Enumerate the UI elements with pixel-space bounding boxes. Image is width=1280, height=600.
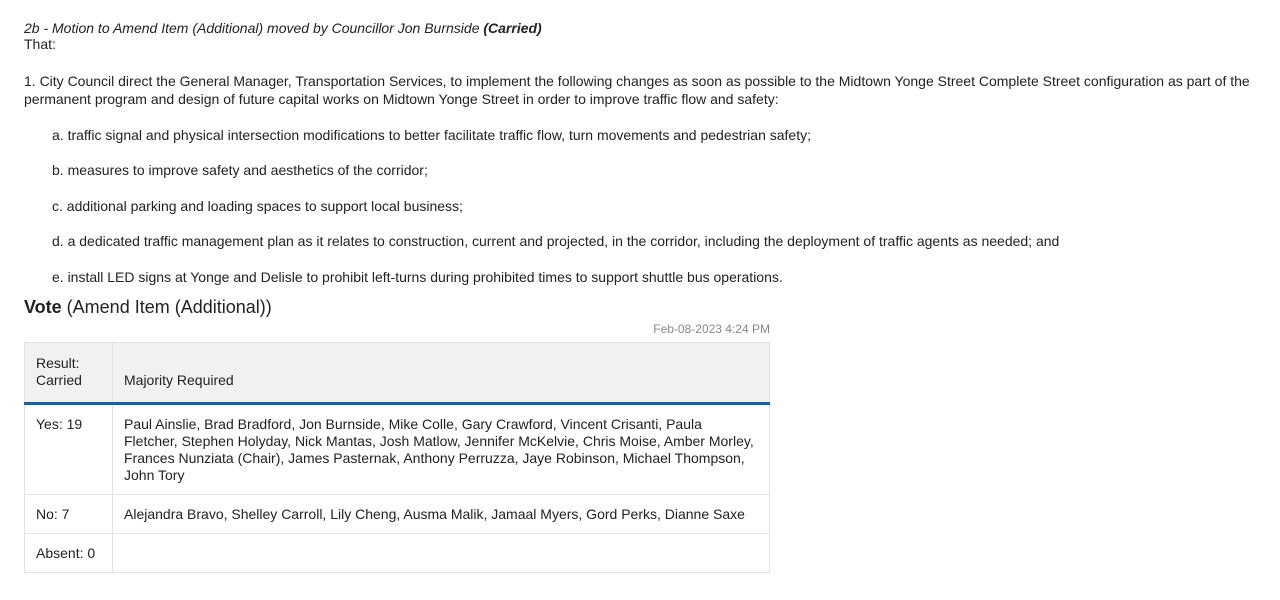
yes-names: Paul Ainslie, Brad Bradford, Jon Burnside, Mike Colle, Gary Crawford, Vincent Crisanti, Paula Fletcher, Stephen Holyday, Nick Mantas, Josh Matlow, Jennifer McKelvie, Chris Moise, Amber Morley, Frances Nunziata (Chair), James Pasternak, Anthony Perruzza, Jaye Robinson, Michael Thompson, John Tory (113, 404, 770, 495)
vote-timestamp: Feb-08-2023 4:24 PM (653, 322, 770, 336)
no-count: No: 7 (25, 495, 113, 534)
absent-count: Absent: 0 (25, 534, 113, 573)
majority-required: Majority Required (113, 343, 770, 404)
motion-title: 2b - Motion to Amend Item (Additional) moved by Councillor Jon Burnside (24, 20, 480, 36)
table-row (25, 495, 770, 534)
vote-heading (24, 296, 272, 318)
motion-heading (24, 20, 542, 36)
no-names: Alejandra Bravo, Shelley Carroll, Lily Cheng, Ausma Malik, Jamaal Myers, Gord Perks, Dianne Saxe (113, 495, 770, 534)
result-value: Carried (36, 372, 82, 388)
vote-heading-bold: Vote (24, 297, 62, 317)
absent-names (113, 534, 770, 573)
motion-item-e: e. install LED signs at Yonge and Delisle to prohibit left-turns during prohibited times to support shuttle bus operations. (52, 269, 783, 285)
result-label: Result: (36, 355, 80, 371)
table-row (25, 404, 770, 495)
result-cell (25, 343, 113, 404)
vote-heading-rest: (Amend Item (Additional)) (61, 297, 272, 317)
motion-item-a: a. traffic signal and physical intersection modifications to better facilitate traffic flow, turn movements and pedestrian safety; (52, 127, 811, 143)
motion-that: That: (24, 36, 56, 52)
vote-table-header (25, 343, 770, 404)
vote-table (24, 342, 770, 573)
table-row (25, 534, 770, 573)
motion-item-d: d. a dedicated traffic management plan as it relates to construction, current and projected, in the corridor, including the deployment of traffic agents as needed; and (52, 233, 1060, 249)
motion-status: (Carried) (483, 20, 542, 36)
yes-count: Yes: 19 (25, 404, 113, 495)
motion-paragraph: 1. City Council direct the General Manager, Transportation Services, to implement the following changes as soon as possible to the Midtown Yonge Street Complete Street configuration as part of the permanent program and design of future capital works on Midtown Yonge Street in order to improve traffic flow and safety: (24, 73, 1250, 107)
motion-item-c: c. additional parking and loading spaces to support local business; (52, 198, 463, 214)
motion-item-b: b. measures to improve safety and aesthetics of the corridor; (52, 162, 428, 178)
